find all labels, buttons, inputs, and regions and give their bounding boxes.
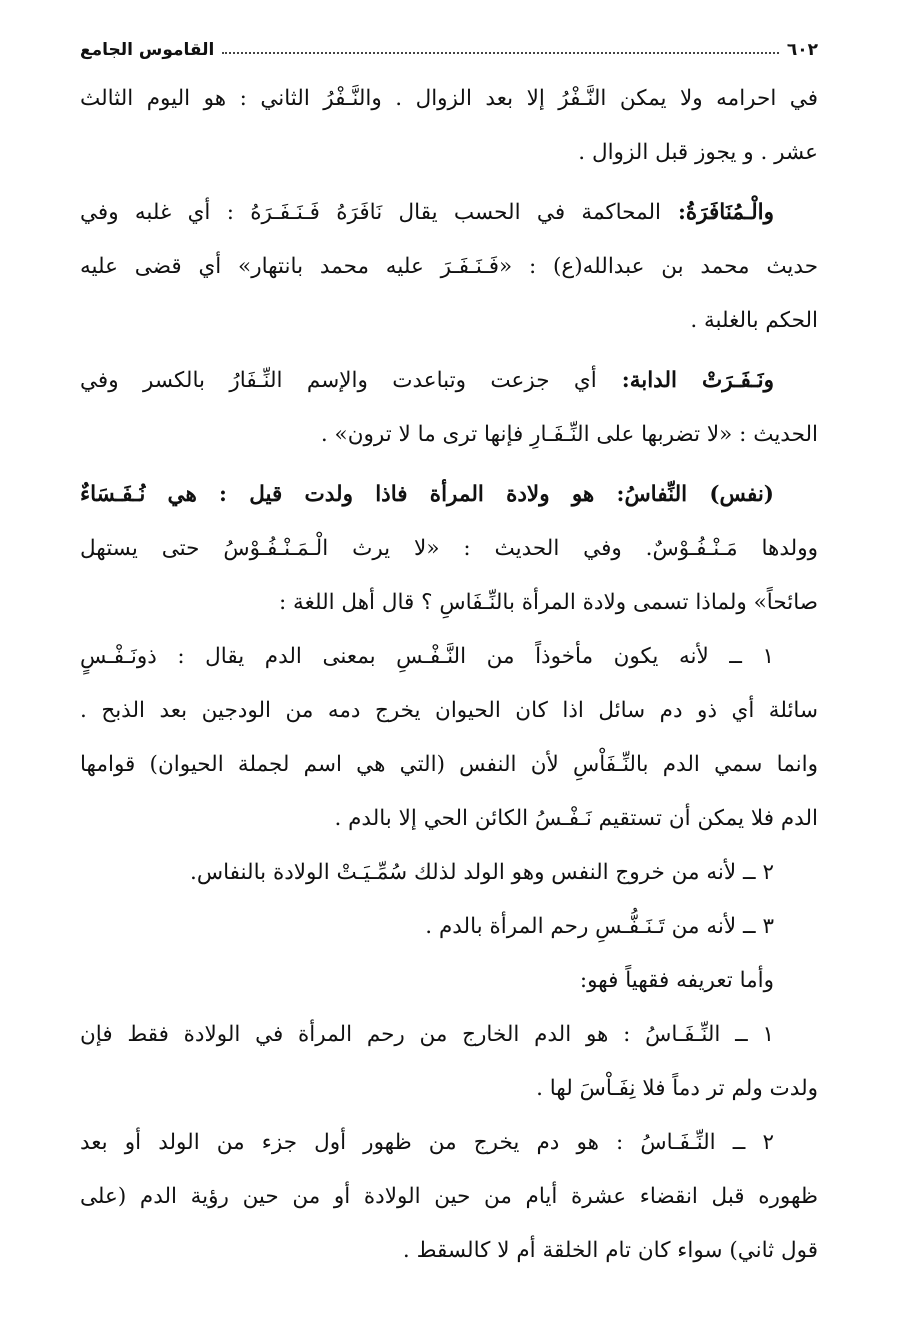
text-run: أي جزعت وتباعدت والإسم النِّـفَارُ بالكسر وفي: [80, 368, 597, 393]
text-line: [80, 738, 818, 792]
text-line: [80, 1224, 818, 1278]
list-item-line: [80, 846, 818, 900]
bold-term: (نفس) النِّفاسُ:: [594, 482, 774, 507]
list-item-line: [80, 1008, 818, 1062]
text-run: ٢ ــ النِّـفَـاسُ : هو دم يخرج من ظهور أول جزء من الولد أو بعد: [80, 1130, 774, 1155]
book-page: [80, 28, 818, 1278]
text-line: [80, 240, 818, 294]
text-line: [80, 576, 818, 630]
bold-term: والْـمُنَافَرَةُ:: [661, 200, 774, 225]
header-title: القاموس الجامع: [80, 40, 215, 60]
text-line: [80, 1170, 818, 1224]
page-number: ٦٠٢: [786, 40, 818, 60]
header-dot-leader: [222, 52, 778, 54]
text-run: المحاكمة في الحسب يقال نَافَرَهُ فَـنَـفَـرَهُ : أي غلبه وفي: [80, 200, 661, 225]
entry-line-munafara: [80, 186, 818, 240]
text-run: وولدها مَـنْـفُـوْسٌ. وفي الحديث : «لا يرث الْـمَـنْـفُـوْسُ حتى يستهل: [80, 536, 818, 561]
text-run: ٢ ــ لأنه من خروج النفس وهو الولد لذلك سُمِّـيَـتْ الولادة بالنفاس.: [190, 860, 774, 885]
entry-line-nafarat: [80, 354, 818, 408]
text-line: [80, 792, 818, 846]
text-run: عشر . و يجوز قبل الزوال .: [578, 140, 818, 165]
text-line: [80, 72, 818, 126]
text-run: ظهوره قبل انقضاء عشرة أيام من حين الولادة أو من حين رؤية الدم (على: [80, 1184, 818, 1209]
text-run: حديث محمد بن عبدالله(ع) : «فَـنَـفَـرَ عليه محمد بانتهار» أي قضى عليه: [80, 254, 818, 279]
list-item-line: [80, 1116, 818, 1170]
text-run: ٣ ــ لأنه من تَـنَـفُّـسِ رحم المرأة بالدم .: [425, 914, 774, 939]
text-line: [80, 1062, 818, 1116]
text-run: الدم فلا يمكن أن تستقيم نَـفْـسُ الكائن الحي إلا بالدم .: [334, 806, 818, 831]
text-line: [80, 522, 818, 576]
list-item-line: [80, 630, 818, 684]
body-text: [80, 72, 818, 1278]
list-item-line: [80, 900, 818, 954]
text-run: سائلة أي ذو دم سائل اذا كان الحيوان يخرج دمه من الودجين بعد الذبح .: [80, 698, 818, 723]
text-line: [80, 126, 818, 180]
text-run: وأما تعريفه فقهياً فهو:: [579, 968, 774, 993]
text-run: الحديث : «لا تضربها على النِّـفَـارِ فإنها ترى ما لا ترون» .: [320, 422, 818, 447]
text-run: وانما سمي الدم بالنِّـفَاْسِ لأن النفس (التي هي اسم لجملة الحيوان) قوامها: [80, 752, 818, 777]
text-run: صائحاً» ولماذا تسمى ولادة المرأة بالنِّـفَاسِ ؟ قال أهل اللغة :: [278, 590, 818, 615]
text-run: قول ثاني) سواء كان تام الخلقة أم لا كالسقط .: [402, 1238, 818, 1263]
text-run: ١ ــ لأنه يكون مأخوذاً من النَّـفْـسِ بمعنى الدم يقال : ذونَـفْـسٍ: [80, 644, 774, 669]
text-run: ١ ــ النِّـفَـاسُ : هو الدم الخارج من رحم المرأة في الولادة فقط فإن: [80, 1022, 774, 1047]
text-line: [80, 294, 818, 348]
running-header: [80, 28, 818, 72]
section-line: [80, 954, 818, 1008]
bold-term: ونَـفَـرَتْ الدابة:: [596, 368, 774, 393]
text-run: ولدت ولم تر دماً فلا نِفَـاْسَ لها .: [536, 1076, 818, 1101]
text-run: في احرامه ولا يمكن النَّـفْرُ إلا بعد الزوال . والنَّـفْرُ الثاني : هو اليوم الثالث: [80, 86, 818, 111]
entry-line-nifas: [80, 468, 818, 522]
text-line: [80, 684, 818, 738]
text-line: [80, 408, 818, 462]
bold-term: هو ولادة المرأة فاذا ولدت قيل : هي نُـفَـسَاءٌ: [80, 482, 595, 507]
text-run: الحكم بالغلبة .: [690, 308, 818, 333]
